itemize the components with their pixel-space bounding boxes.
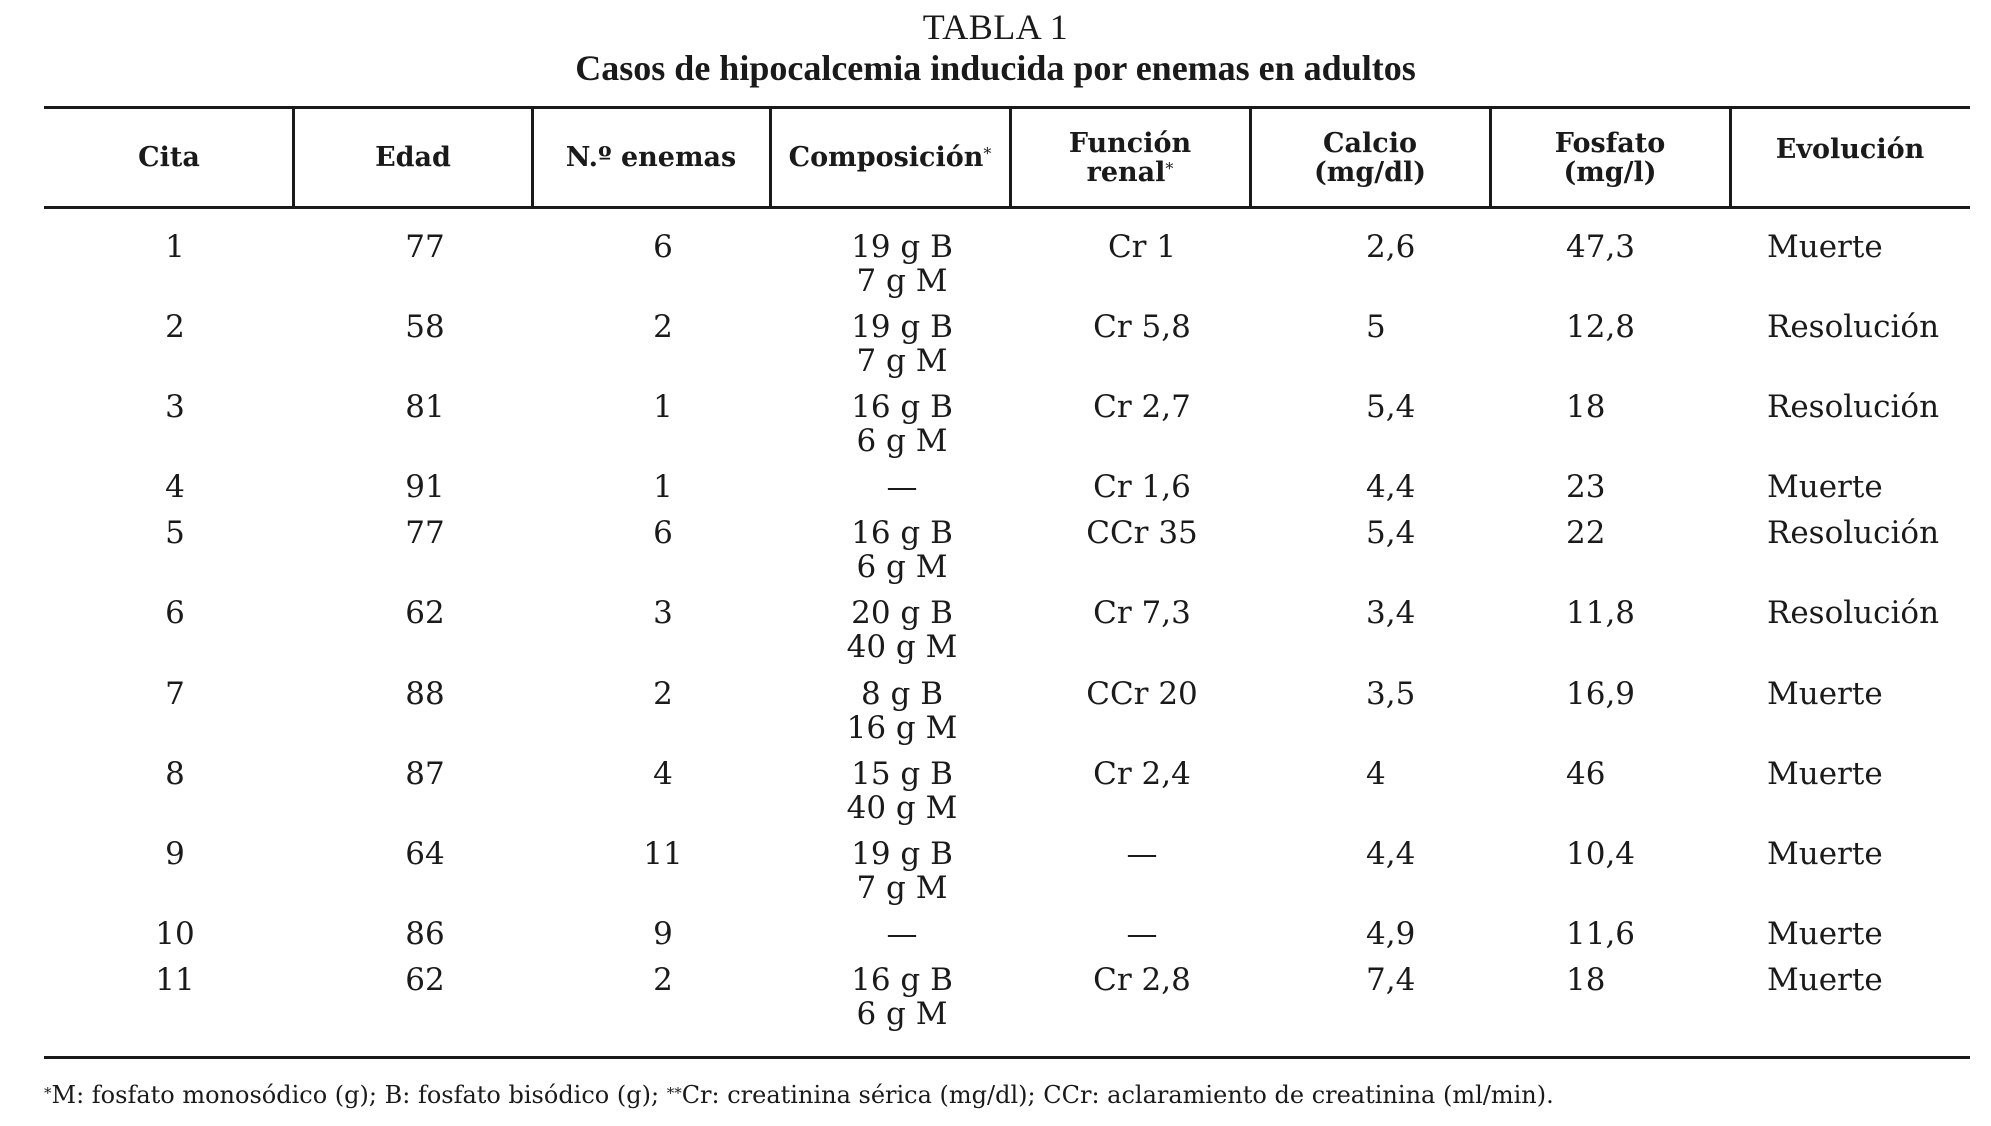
cell-evolucion: Muerte (1767, 836, 1883, 872)
cell-fosfato: 23 (1566, 469, 1606, 505)
cell-fosfato: 11,6 (1566, 916, 1636, 952)
header-calcio-line1: Calcio (1323, 127, 1417, 159)
cell-fosfato: 18 (1566, 389, 1606, 425)
header-evolucion (1730, 109, 1970, 206)
header-edad (294, 109, 532, 206)
header-calcio (1250, 109, 1490, 206)
cell-enemas: 2 (653, 676, 673, 712)
cell-edad: 62 (405, 962, 445, 998)
cell-renal: — (1126, 836, 1158, 872)
cell-fosfato: 47,3 (1566, 229, 1636, 265)
header-cita-label: Cita (138, 142, 200, 173)
header-funcion-line2: renal (1086, 156, 1166, 188)
header-cita (44, 109, 294, 206)
cell-edad: 77 (405, 229, 445, 265)
cell-edad: 86 (405, 916, 445, 952)
cell-enemas: 4 (653, 756, 673, 792)
cell-fosfato: 22 (1566, 515, 1606, 551)
footnote-mark-2: ** (666, 1084, 682, 1102)
cell-edad: 81 (405, 389, 445, 425)
cell-composicion-line2: 6 g M (856, 549, 948, 585)
cell-cita: 6 (165, 595, 185, 631)
header-composicion (770, 109, 1010, 206)
cell-enemas: 1 (653, 469, 673, 505)
cell-calcio: 3,4 (1366, 595, 1416, 631)
cell-cita: 5 (165, 515, 185, 551)
table-caption: Casos de hipocalcemia inducida por enemas en adultos (575, 48, 1416, 88)
cell-composicion (782, 596, 1022, 664)
cell-cita: 8 (165, 756, 185, 792)
bottom-rule (44, 1056, 1970, 1059)
cell-calcio: 4,9 (1366, 916, 1416, 952)
cell-enemas: 1 (653, 389, 673, 425)
cell-enemas: 2 (653, 962, 673, 998)
cell-edad: 87 (405, 756, 445, 792)
cell-renal: Cr 2,8 (1093, 962, 1191, 998)
cell-cita: 4 (165, 469, 185, 505)
cell-renal: — (1126, 916, 1158, 952)
cell-composicion (782, 470, 1022, 504)
cell-evolucion: Muerte (1767, 962, 1883, 998)
table-footnote (44, 1080, 1554, 1110)
header-fosfato-line1: Fosfato (1554, 127, 1666, 159)
cell-evolucion: Resolución (1767, 309, 1940, 345)
cell-composicion-line1: — (886, 916, 918, 952)
header-separator (531, 109, 534, 206)
header-separator (769, 109, 772, 206)
cell-composicion-line1: 16 g B (851, 389, 953, 425)
cell-cita: 1 (165, 229, 185, 265)
header-separator (1249, 109, 1252, 206)
header-fosfato (1490, 109, 1730, 206)
cell-renal: Cr 1,6 (1093, 469, 1191, 505)
cell-composicion (782, 230, 1022, 298)
cell-enemas: 6 (653, 229, 673, 265)
cell-enemas: 2 (653, 309, 673, 345)
header-separator (1009, 109, 1012, 206)
cell-fosfato: 18 (1566, 962, 1606, 998)
footnote-mark-1: * (44, 1084, 52, 1102)
table-title-block (0, 6, 1991, 88)
cell-evolucion: Muerte (1767, 916, 1883, 952)
cell-cita: 7 (165, 676, 185, 712)
cell-evolucion: Muerte (1767, 469, 1883, 505)
cell-composicion (782, 516, 1022, 584)
cell-calcio: 4 (1366, 756, 1386, 792)
cell-composicion-line2: 7 g M (856, 263, 948, 299)
header-composicion-label: Composición (788, 142, 984, 173)
cell-fosfato: 10,4 (1566, 836, 1636, 872)
cell-cita: 10 (155, 916, 195, 952)
header-rule (44, 206, 1970, 209)
cell-edad: 77 (405, 515, 445, 551)
footnote-text-2: Cr: creatinina sérica (mg/dl); CCr: aclaramiento de creatinina (ml/min). (681, 1081, 1554, 1109)
cell-composicion-line2: 40 g M (846, 790, 958, 826)
cell-composicion (782, 757, 1022, 825)
cell-calcio: 7,4 (1366, 962, 1416, 998)
cell-renal: CCr 35 (1086, 515, 1198, 551)
cell-composicion-line1: 19 g B (851, 309, 953, 345)
cell-edad: 58 (405, 309, 445, 345)
cell-enemas: 9 (653, 916, 673, 952)
cell-calcio: 4,4 (1366, 836, 1416, 872)
cell-calcio: 2,6 (1366, 229, 1416, 265)
cell-evolucion: Muerte (1767, 676, 1883, 712)
cell-calcio: 5 (1366, 309, 1386, 345)
cell-edad: 91 (405, 469, 445, 505)
cell-composicion-line1: 16 g B (851, 515, 953, 551)
cell-composicion-line1: 15 g B (851, 756, 953, 792)
header-row (44, 109, 1970, 206)
cell-composicion (782, 837, 1022, 905)
cell-edad: 88 (405, 676, 445, 712)
cell-enemas: 6 (653, 515, 673, 551)
cell-composicion-line1: 19 g B (851, 229, 953, 265)
cell-calcio: 4,4 (1366, 469, 1416, 505)
cell-renal: Cr 2,7 (1093, 389, 1191, 425)
cell-evolucion: Resolución (1767, 389, 1940, 425)
cell-composicion-line1: 16 g B (851, 962, 953, 998)
cell-composicion-line1: 19 g B (851, 836, 953, 872)
cell-composicion-line2: 40 g M (846, 629, 958, 665)
cell-enemas: 3 (653, 595, 673, 631)
cell-cita: 9 (165, 836, 185, 872)
cell-evolucion: Resolución (1767, 515, 1940, 551)
cell-edad: 64 (405, 836, 445, 872)
cell-renal: CCr 20 (1086, 676, 1198, 712)
header-enemas-label: N.º enemas (565, 142, 737, 173)
footnote-text-1: M: fosfato monosódico (g); B: fosfato bisódico (g); (51, 1081, 667, 1109)
cell-composicion-line2: 16 g M (846, 710, 958, 746)
cell-composicion-line1: — (886, 469, 918, 505)
header-enemas (532, 109, 770, 206)
cell-evolucion: Resolución (1767, 595, 1940, 631)
cell-cita: 11 (155, 962, 195, 998)
header-edad-label: Edad (375, 142, 451, 173)
cell-renal: Cr 1 (1107, 229, 1177, 265)
cell-evolucion: Muerte (1767, 229, 1883, 265)
header-funcion-mark: * (1165, 158, 1174, 178)
cell-renal: Cr 2,4 (1093, 756, 1191, 792)
cell-edad: 62 (405, 595, 445, 631)
cell-cita: 2 (165, 309, 185, 345)
cell-composicion-line2: 7 g M (856, 870, 948, 906)
header-separator (292, 109, 295, 206)
header-composicion-mark: * (983, 144, 992, 163)
cell-fosfato: 11,8 (1566, 595, 1636, 631)
cell-composicion (782, 310, 1022, 378)
header-funcion-line1: Función (1068, 127, 1192, 159)
cell-composicion-line2: 6 g M (856, 423, 948, 459)
header-separator (1729, 109, 1732, 206)
cell-evolucion: Muerte (1767, 756, 1883, 792)
cell-calcio: 5,4 (1366, 389, 1416, 425)
cell-composicion (782, 917, 1022, 951)
cell-fosfato: 12,8 (1566, 309, 1636, 345)
cell-composicion (782, 677, 1022, 745)
cell-composicion-line2: 6 g M (856, 996, 948, 1032)
cell-enemas: 11 (643, 836, 683, 872)
header-funcion-renal (1010, 109, 1250, 206)
header-fosfato-line2: (mg/l) (1563, 156, 1657, 188)
cell-cita: 3 (165, 389, 185, 425)
cell-calcio: 3,5 (1366, 676, 1416, 712)
cell-fosfato: 46 (1566, 756, 1606, 792)
cell-fosfato: 16,9 (1566, 676, 1636, 712)
table-label: TABLA 1 (922, 7, 1069, 47)
cell-renal: Cr 7,3 (1093, 595, 1191, 631)
cell-composicion-line2: 7 g M (856, 343, 948, 379)
header-calcio-line2: (mg/dl) (1314, 156, 1426, 188)
header-evolucion-label: Evolución (1775, 134, 1925, 165)
cell-composicion (782, 963, 1022, 1031)
cell-composicion (782, 390, 1022, 458)
cell-calcio: 5,4 (1366, 515, 1416, 551)
cell-composicion-line1: 8 g B (860, 676, 944, 712)
cell-renal: Cr 5,8 (1093, 309, 1191, 345)
header-separator (1489, 109, 1492, 206)
cell-composicion-line1: 20 g B (851, 595, 953, 631)
